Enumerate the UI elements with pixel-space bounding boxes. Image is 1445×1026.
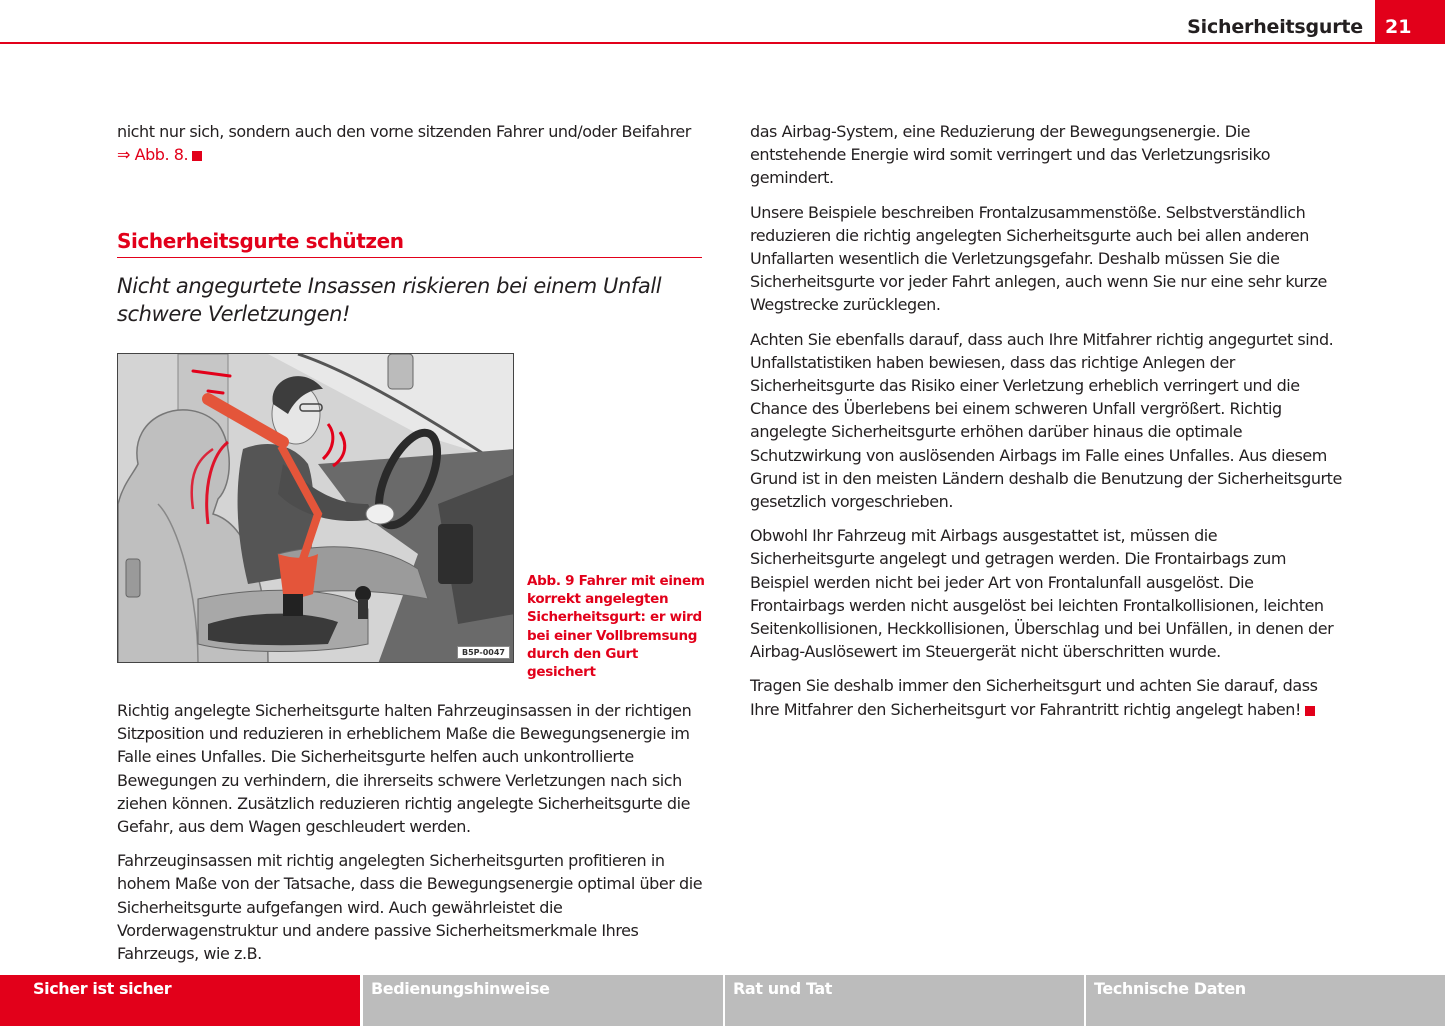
closing-paragraph [750, 674, 1345, 720]
section-heading: Sicherheitsgurte schützen [117, 229, 702, 258]
page-number: 21 [1385, 16, 1412, 38]
left-column-intro [117, 120, 707, 177]
driver-seatbelt-illustration [118, 354, 514, 663]
chapter-tab-technische-daten[interactable] [1086, 975, 1445, 1026]
body-paragraph: Achten Sie ebenfalls darauf, dass auch Ihre Mitfahrer richtig angegurtet sind. Unfallstatistiken haben bewiesen, dass das richtige Anlegen der Sicherheitsgurte das Risiko einer Verletzung erheblich verringert und die Chance des Überlebens bei einem schweren Unfall vergrößert. Richtig angelegte Sicherheitsgurte erhöhen darüber hinaus die optimale Schutzwirkung von auslösenden Airbags im Falle eines Unfalles. Aus diesem Grund ist in den meisten Ländern deshalb die Benutzung der Sicherheitsgurte gesetzlich vorgeschrieben. [750, 329, 1342, 512]
running-header-title: Sicherheitsgurte [1187, 16, 1363, 38]
chapter-tab-label: Sicher ist sicher [33, 979, 172, 998]
left-column-body [117, 699, 707, 976]
end-of-section-marker-icon [192, 151, 202, 161]
figure-code-label: B5P-0047 [457, 646, 510, 659]
chapter-tab-label: Bedienungshinweise [371, 979, 550, 998]
lead-warning-text: Nicht angegurtete Insassen riskieren bei einem Unfall schwere Verletzungen! [117, 274, 662, 326]
figure-cross-reference-link[interactable]: ⇒ Abb. 8. [117, 145, 189, 165]
chapter-tab-label: Rat und Tat [733, 979, 833, 998]
figure-caption: Abb. 9 Fahrer mit einem korrekt angelegten Sicherheitsgurt: er wird bei einer Vollbremsung durch den Gurt gesichert [527, 573, 705, 681]
closing-paragraph-text: Tragen Sie deshalb immer den Sicherheitsgurt und achten Sie darauf, dass Ihre Mitfahrer den Sicherheitsgurt vor Fahrantritt richtig angelegt haben! [750, 676, 1318, 719]
chapter-navigation-bar [0, 975, 1445, 1026]
intro-paragraph [117, 120, 707, 166]
chapter-tab-label: Technische Daten [1094, 979, 1246, 998]
body-paragraph: das Airbag-System, eine Reduzierung der Bewegungsenergie. Die entstehende Energie wird somit verringert und das Verletzungsrisiko gemindert. [750, 122, 1271, 188]
body-paragraph: Fahrzeuginsassen mit richtig angelegten Sicherheitsgurten profitieren in hohem Maße von der Tatsache, dass die Bewegungsenergie optimal über die Sicherheitsgurte aufgefangen wird. Auch gewährleistet die Vorderwagenstruktur und andere passive Sicherheitsmerkmale Ihres Fahrzeugs, wie z.B. [117, 851, 703, 964]
body-paragraph: Obwohl Ihr Fahrzeug mit Airbags ausgestattet ist, müssen die Sicherheitsgurte angelegt und getragen werden. Die Frontairbags zum Beispiel werden nicht bei jeder Art von Frontalunfall ausgelöst. Die Frontairbags werden nicht ausgelöst bei leichten Frontalkollisionen, leichten Seitenkollisionen, Heckkollisionen, Überschlag und bei Unfällen, in denen der Airbag-Auslösewert im Steuergerät nicht überschritten wurde. [750, 526, 1334, 662]
figure-illustration [117, 353, 514, 663]
chapter-tab-sicher-ist-sicher[interactable] [0, 975, 360, 1026]
body-paragraph: Richtig angelegte Sicherheitsgurte halten Fahrzeuginsassen in der richtigen Sitzposition und reduzieren in erheblichem Maße die Bewegungsenergie im Falle eines Unfalles. Die Sicherheitsgurte helfen auch unkontrollierte Bewegungen zu verhindern, die ihrerseits schwere Verletzungen nach sich ziehen können. Zusätzlich reduzieren richtig angelegte Sicherheitsgurte die Gefahr, aus dem Wagen geschleudert werden. [117, 701, 692, 837]
header-rule [0, 42, 1445, 44]
body-paragraph: Unsere Beispiele beschreiben Frontalzusammenstöße. Selbstverständlich reduzieren die richtig angelegten Sicherheitsgurte auch bei allen anderen Unfallarten wesentlich die Verletzungsgefahr. Deshalb müssen Sie die Sicherheitsgurte vor jeder Fahrt anlegen, auch wenn Sie nur eine sehr kurze Wegstrecke zurücklegen. [750, 202, 1327, 315]
right-column-body [750, 120, 1345, 732]
chapter-tab-bedienungshinweise[interactable] [363, 975, 723, 1026]
end-of-section-marker-icon [1305, 706, 1315, 716]
page-number-box [1375, 0, 1445, 44]
chapter-tab-rat-und-tat[interactable] [725, 975, 1084, 1026]
intro-text: nicht nur sich, sondern auch den vorne sitzenden Fahrer und/oder Beifahrer [117, 122, 691, 141]
